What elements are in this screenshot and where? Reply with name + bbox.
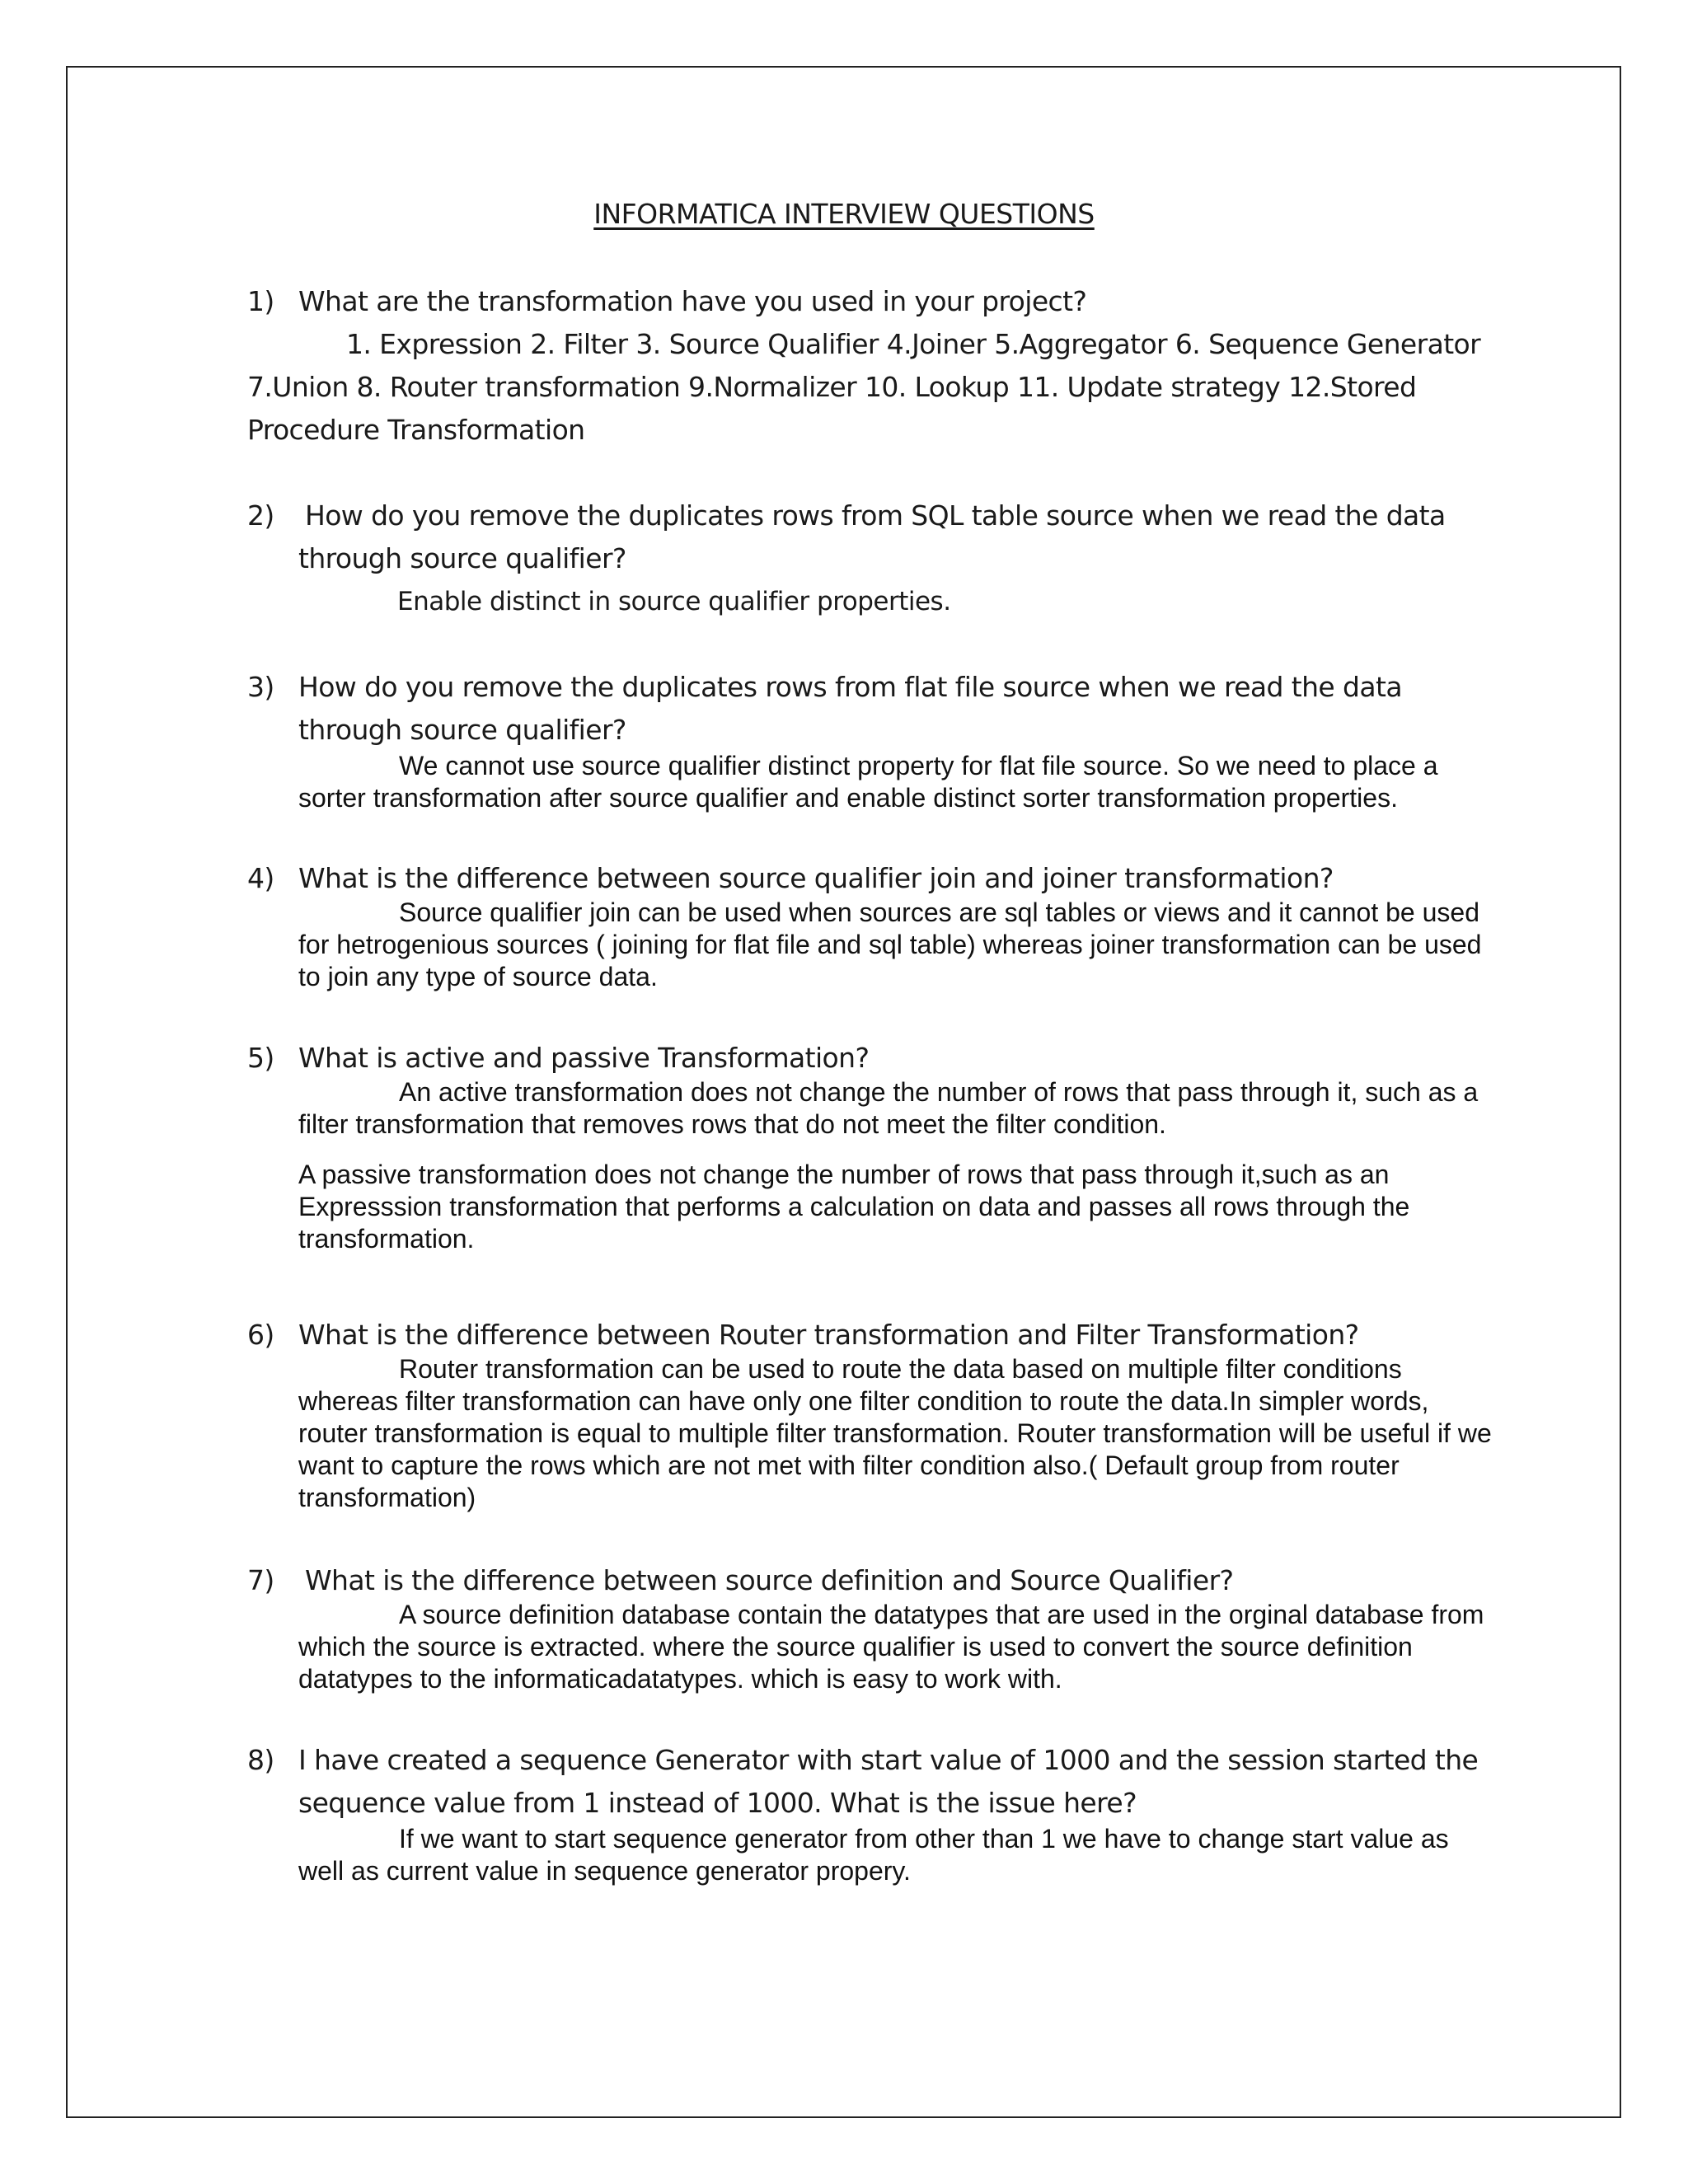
answer-text: Source qualifier join can be used when sources are sql tables or views and it cannot be used for hetrogenious sources ( joining for flat file and sql table) whereas joiner transformation can be used to join any type of source data. <box>298 898 1482 991</box>
answer-text: Router transformation can be used to route the data based on multiple filter conditions whereas filter transformation can have only one filter condition to route the data.In simpler words, router transformation is equal to multiple filter transformation. Router transformation will be useful if we want to capture the rows which are not met with filter condition also.( Default group from router transformation) <box>298 1354 1492 1512</box>
question-8 <box>247 1739 1500 1887</box>
answer-text: A source definition database contain the datatypes that are used in the orginal database from which the source is extracted. where the source qualifier is used to convert the source definition datatypes to the informaticadatatypes. which is easy to work with. <box>298 1600 1484 1694</box>
question-text: What is active and passive Transformation? <box>298 1042 870 1074</box>
question-2 <box>247 494 1500 623</box>
question-text: What is the difference between Router transformation and Filter Transformation? <box>298 1319 1359 1351</box>
question-text: How do you remove the duplicates rows from flat file source when we read the data through source qualifier? <box>298 671 1402 746</box>
question-4 <box>247 857 1500 993</box>
question-number: 7) <box>247 1564 274 1596</box>
question-number: 6) <box>247 1319 274 1351</box>
question-text: How do you remove the duplicates rows from SQL table source when we read the data through source qualifier? <box>298 499 1446 574</box>
question-number: 5) <box>247 1042 274 1074</box>
question-7 <box>247 1559 1500 1695</box>
answer-text: Enable distinct in source qualifier properties. <box>397 587 951 616</box>
question-number: 3) <box>247 671 274 703</box>
answer-text: We cannot use source qualifier distinct property for flat file source. So we need to place a sorter transformation after source qualifier and enable distinct sorter transformation properties. <box>298 751 1438 813</box>
answer-text: If we want to start sequence generator from other than 1 we have to change start value as well as current value in sequence generator propery. <box>298 1824 1449 1886</box>
question-text: What are the transformation have you used in your project? <box>298 285 1087 317</box>
answer-text: 1. Expression 2. Filter 3. Source Qualifier 4.Joiner 5.Aggregator 6. Sequence Generator 7.Union 8. Router transformation 9.Normalizer 10. Lookup 11. Update strategy 12.Stored Procedure Transformation <box>247 328 1481 446</box>
question-text: What is the difference between source definition and Source Qualifier? <box>305 1564 1234 1596</box>
question-number: 1) <box>247 285 274 317</box>
question-text: What is the difference between source qualifier join and joiner transformation? <box>298 862 1334 894</box>
question-number: 4) <box>247 862 274 894</box>
question-3 <box>247 666 1500 814</box>
document-title: INFORMATICA INTERVIEW QUESTIONS <box>593 198 1095 230</box>
answer-text: An active transformation does not change the number of rows that pass through it, such as a filter transformation that removes rows that do not meet the filter condition. <box>298 1077 1479 1139</box>
question-1 <box>247 280 1500 323</box>
question-number: 2) <box>247 499 274 532</box>
question-5 <box>247 1037 1500 1255</box>
question-number: 8) <box>247 1744 274 1776</box>
answer-1 <box>247 323 1500 452</box>
question-text: I have created a sequence Generator with start value of 1000 and the session started the sequence value from 1 instead of 1000. What is the issue here? <box>298 1744 1479 1819</box>
answer-text-2: A passive transformation does not change the number of rows that pass through it,such as an Expresssion transformation that performs a calculation on data and passes all rows through the transformation. <box>298 1160 1410 1254</box>
question-6 <box>247 1314 1500 1514</box>
